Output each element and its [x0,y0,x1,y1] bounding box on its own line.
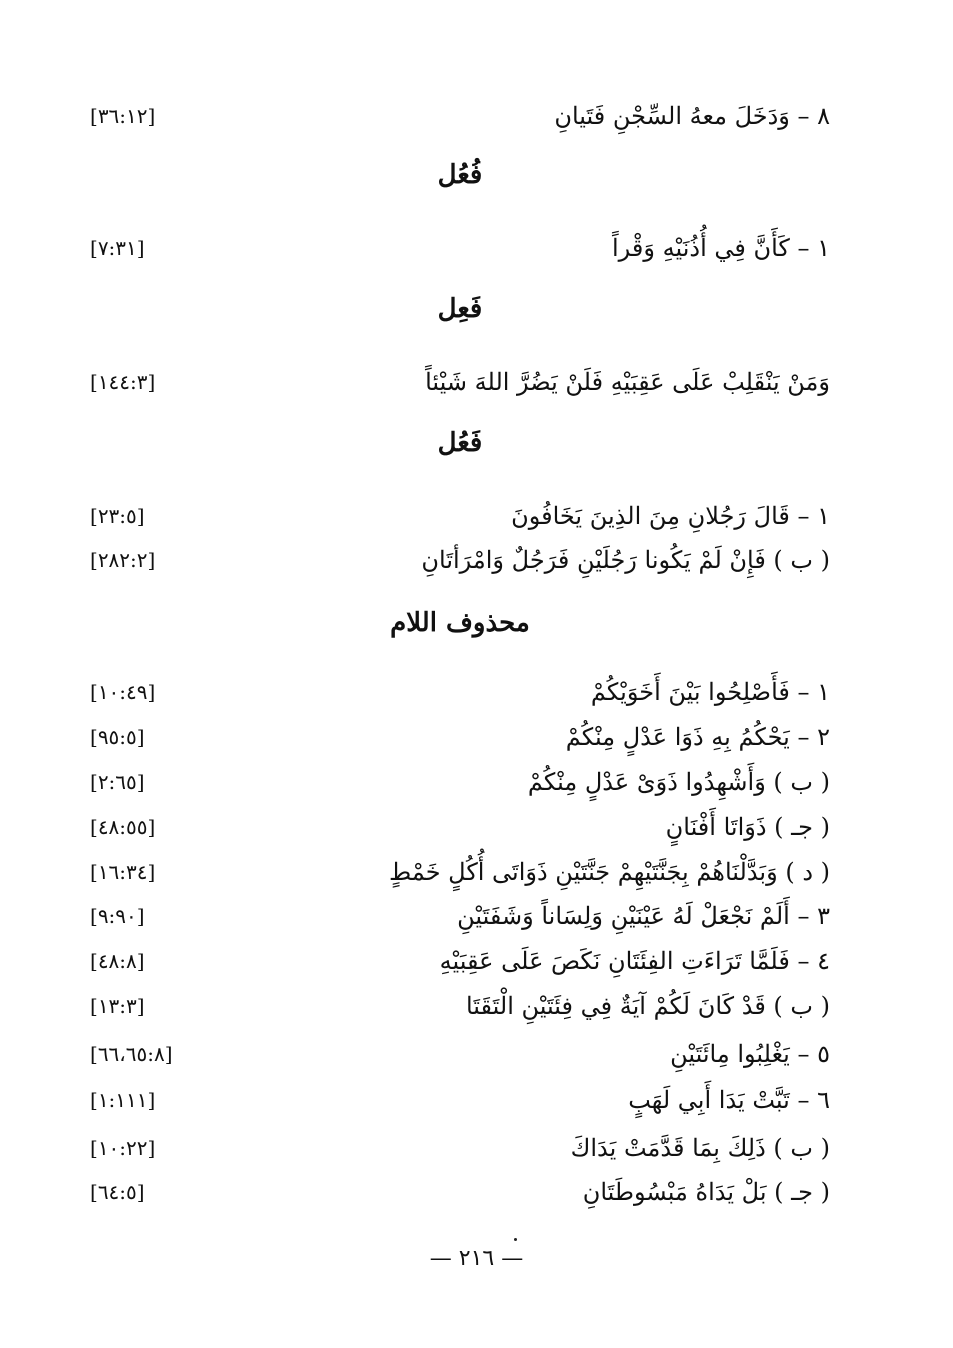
entry-row [90,670,830,714]
entry-reference: [٤٨:٨] [90,949,145,973]
entry-reference: [٩٥:٥] [90,725,145,749]
page-number: — ٢١٦ — [429,1246,524,1271]
entry-reference: [٢:٦٥] [90,770,145,794]
entry-row [90,360,830,404]
entry-text: ١ – فَأَصْلِحُوا بَيْنَ أَخَوَيْكُمْ [590,678,830,706]
entry-text: ( ب ) فَإِنْ لَمْ يَكُونا رَجُلَيْنِ فَرَجُلٌ وَامْرَأتَانِ [421,546,830,574]
entry-row [90,1170,830,1214]
entry-reference: [٦٦،٦٥:٨] [90,1042,173,1066]
entry-text: وَمَنْ يَنْقَلِبْ عَلَى عَقِبَيْهِ فَلَنْ يَضُرَّ اللهَ شَيْئاً [425,368,830,396]
entry-text: ٢ – يَحْكُمُ بِهِ ذَوَا عَدْلٍ مِنْكُمْ [565,723,830,751]
entry-row [90,94,830,138]
entry-row [90,850,830,894]
entry-text: ( د ) وَبَدَّلْنَاهُمْ بِجَنَّتَيْهِمْ جَنَّتَيْنِ ذَوَاتَى أُكُلٍ خَمْطٍ [389,858,830,886]
ink-speck [514,1238,517,1241]
entry-text: ١ – قَالَ رَجُلانِ مِنَ الذِينَ يَخَافُونَ [511,502,830,530]
entry-reference: [١٣:٣] [90,994,145,1018]
section-heading-faul: فَعُل [437,428,483,458]
entry-row [90,538,830,582]
entry-reference: [٩:٩٠] [90,904,145,928]
entry-row [90,894,830,938]
entry-reference: [١٠:٢٢] [90,1136,156,1160]
entry-text: ( ب ) قَدْ كَانَ لَكُمْ آيَةٌ فِي فِئَتَيْنِ الْتَقَتَا [465,992,830,1020]
entry-reference: [١٦:٣٤] [90,860,156,884]
entry-reference: [٢٣:٥] [90,504,145,528]
entry-text: ٣ – أَلَمْ نَجْعَلْ لَهُ عَيْنَيْنِ وَلِسَاناً وَشَفَتَيْنِ [457,902,830,930]
section-heading-fuul: فُعُل [437,160,483,190]
section-heading-mahthuf: محذوف اللام [390,608,530,638]
entry-text: ( جـ ) ذَوَاتَا أَفْنَانٍ [665,813,830,841]
entry-row [90,1032,830,1076]
entry-reference: [٦٤:٥] [90,1180,145,1204]
entry-reference: [٧:٣١] [90,236,145,260]
entry-row [90,226,830,270]
entry-reference: [٤٨:٥٥] [90,815,156,839]
entry-row [90,1078,830,1122]
entry-text: ٦ – تَبَّتْ يَدَا أَبِي لَهَبٍ [628,1086,830,1114]
entry-row [90,1126,830,1170]
entry-row [90,805,830,849]
entry-text: ( ب ) ذَلِكَ بِمَا قَدَّمَتْ يَدَاكَ [570,1134,830,1162]
entry-text: ( ب ) وَأَشْهِدُوا ذَوَىْ عَدْلٍ مِنْكُمْ [527,768,830,796]
entry-reference: [٢٨٢:٢] [90,548,156,572]
section-heading-fiil: فَعِل [437,294,483,324]
entry-row [90,984,830,1028]
entry-reference: [١:١١١] [90,1088,156,1112]
entry-text: ٤ – فَلَمَّا تَرَاءَتِ الفِئَتَانِ نَكَصَ عَلَى عَقِبَيْهِ [439,947,830,975]
entry-row [90,494,830,538]
entry-reference: [١٠:٤٩] [90,680,156,704]
entry-row [90,939,830,983]
entry-text: ( جـ ) بَلْ يَدَاهُ مَبْسُوطَتَانِ [582,1178,830,1206]
entry-row [90,715,830,759]
entry-row [90,760,830,804]
entry-reference: [١٤٤:٣] [90,370,156,394]
entry-text: ٥ – يَغْلِبُوا مِائَتَيْنِ [670,1040,830,1068]
entry-text: ٨ – وَدَخَلَ معهُ السِّجْنِ فَتَيانِ [554,102,830,130]
entry-text: ١ – كَأَنَّ فِي أُذُنَيْهِ وَقْراً [612,234,830,262]
entry-reference: [٣٦:١٢] [90,104,156,128]
